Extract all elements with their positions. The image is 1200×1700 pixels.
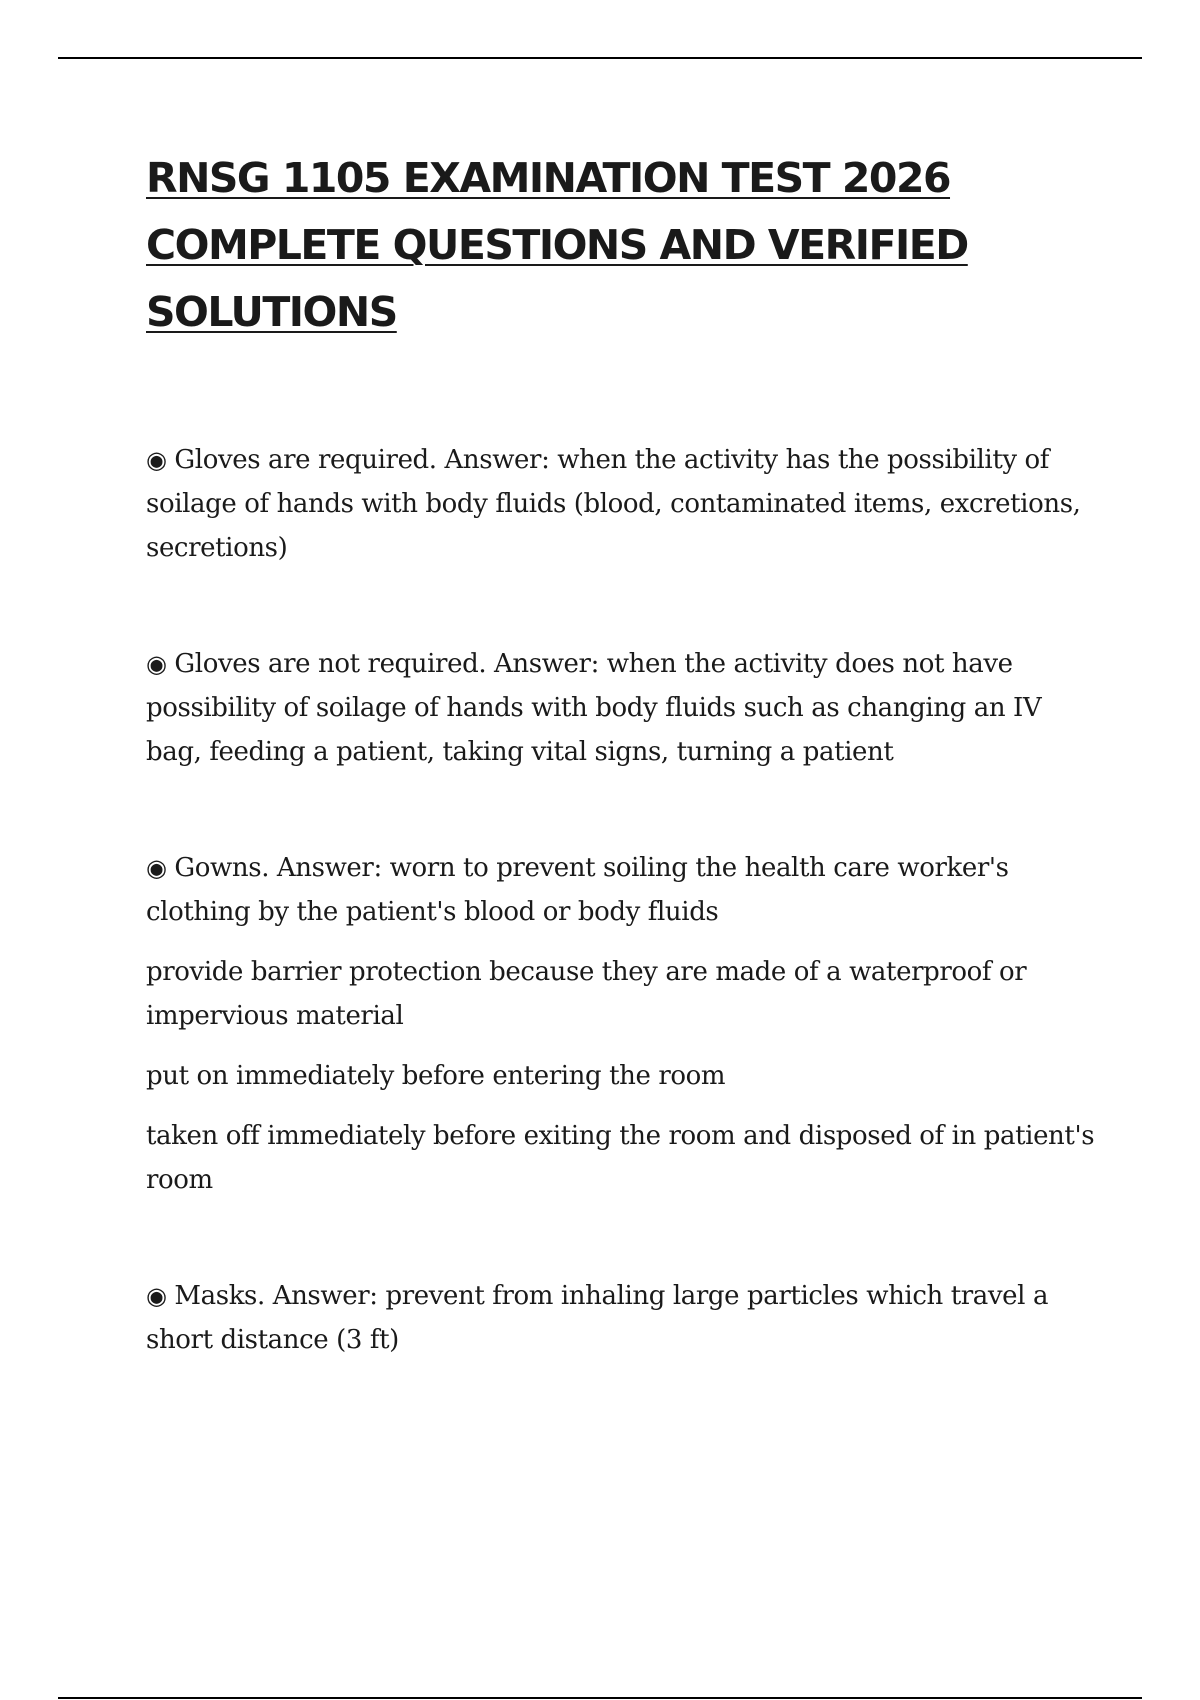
- top-rule: [58, 57, 1142, 59]
- bottom-rule: [58, 1697, 1142, 1699]
- qa-gowns-detail-3: taken off immediately before exiting the room and disposed of in patient's room: [146, 1121, 1095, 1195]
- qa-item-masks: [146, 1274, 1096, 1362]
- bullet-icon: ◉: [146, 854, 167, 882]
- qa-item-gloves-required: [146, 438, 1096, 570]
- title-line-2: COMPLETE QUESTIONS AND VERIFIED: [146, 221, 968, 269]
- title-line-1: RNSG 1105 EXAMINATION TEST 2026: [146, 154, 951, 202]
- qa-gowns-detail-2: put on immediately before entering the room: [146, 1061, 726, 1091]
- document-title: [146, 145, 1096, 346]
- qa-item-gowns: [146, 846, 1096, 934]
- qa-text: Gowns. Answer: worn to prevent soiling the health care worker's clothing by the patient's blood or body fluids: [146, 853, 1009, 927]
- title-line-3: SOLUTIONS: [146, 288, 397, 336]
- qa-text: Gloves are not required. Answer: when the activity does not have possibility of soilage of hands with body fluids such as changing an IV bag, feeding a patient, taking vital signs, turning a patient: [146, 649, 1042, 767]
- bullet-icon: ◉: [146, 1282, 167, 1310]
- qa-text: Gloves are required. Answer: when the activity has the possibility of soilage of hands with body fluids (blood, contaminated items, excretions, secretions): [146, 445, 1081, 563]
- qa-text: Masks. Answer: prevent from inhaling large particles which travel a short distance (3 ft): [146, 1281, 1049, 1355]
- document-content: [146, 145, 1096, 1362]
- qa-item-gloves-not-required: [146, 642, 1096, 774]
- qa-gowns-detail-1: provide barrier protection because they are made of a waterproof or impervious material: [146, 957, 1027, 1031]
- bullet-icon: ◉: [146, 650, 167, 678]
- bullet-icon: ◉: [146, 446, 167, 474]
